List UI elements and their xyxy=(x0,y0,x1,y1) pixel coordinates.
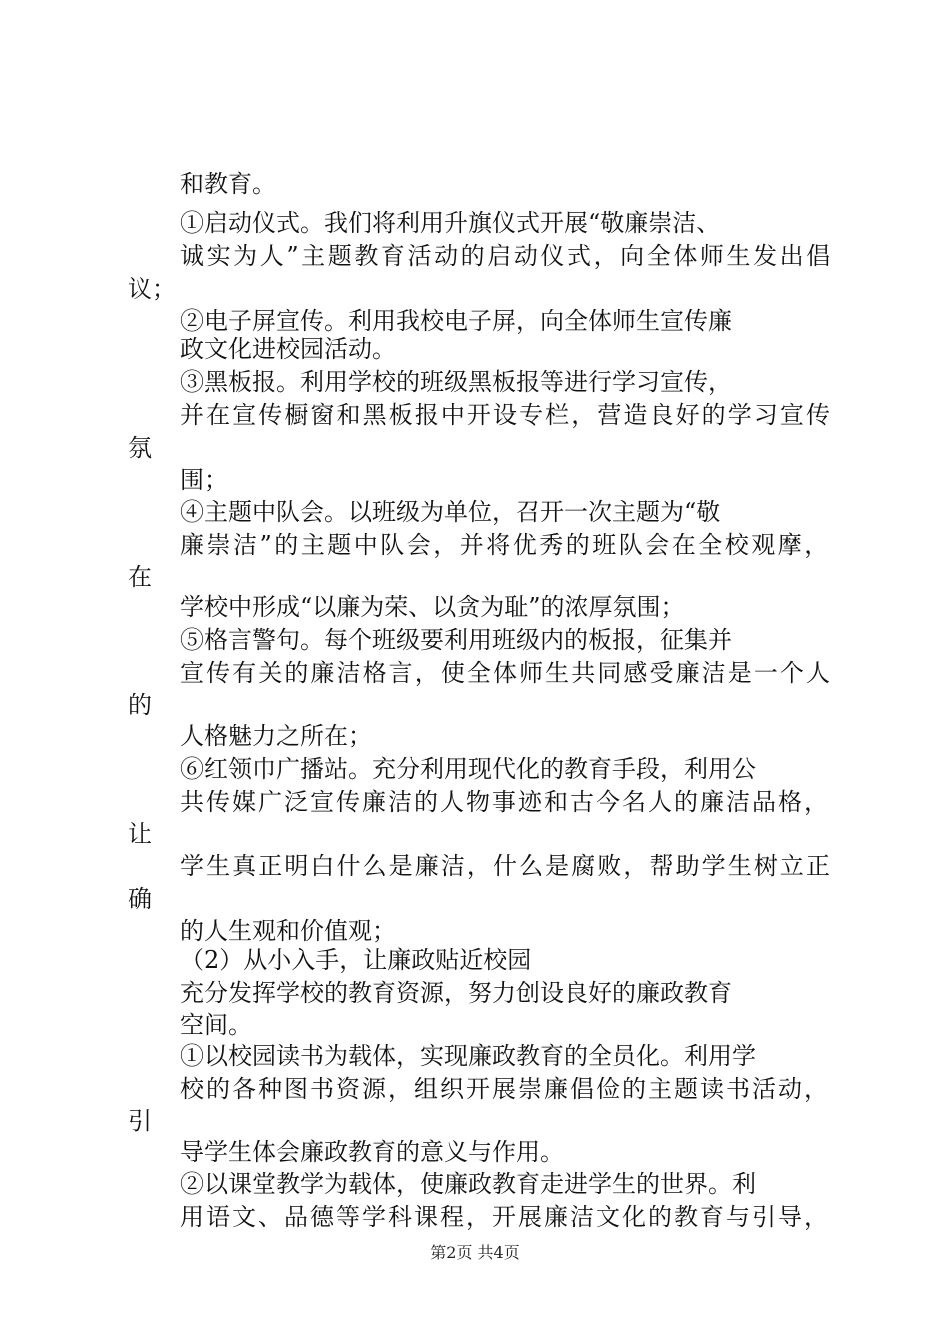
text-line: 确 xyxy=(128,885,152,913)
text-line: ①启动仪式。我们将利用升旗仪式开展“敬廉崇洁、 xyxy=(180,209,721,237)
text-line: ④主题中队会。以班级为单位，召开一次主题为“敬 xyxy=(180,498,721,526)
text-line: ②以课堂教学为载体，使廉政教育走进学生的世界。利 xyxy=(180,1170,756,1198)
text-line: 的 xyxy=(128,691,152,719)
text-line: 政文化进校园活动。 xyxy=(180,335,396,363)
text-line: 宣传有关的廉洁格言，使全体师生共同感受廉洁是一个人 xyxy=(180,659,833,687)
text-line: 在 xyxy=(128,563,152,591)
text-line: 议； xyxy=(128,275,176,303)
text-line: ⑥红领巾广播站。充分利用现代化的教育手段，利用公 xyxy=(180,755,756,783)
text-line: 人格魅力之所在； xyxy=(180,722,372,750)
text-line: 空间。 xyxy=(180,1011,252,1039)
text-line: 学生真正明白什么是廉洁，什么是腐败，帮助学生树立正 xyxy=(180,852,833,880)
text-line: 共传媒广泛宣传廉洁的人物事迹和古今名人的廉洁品格， xyxy=(180,788,830,816)
text-line: ③黑板报。利用学校的班级黑板报等进行学习宣传， xyxy=(180,368,732,396)
text-line: 引 xyxy=(128,1107,152,1135)
text-line: 和教育。 xyxy=(180,170,276,198)
page-footer: 第2页 共4页 xyxy=(430,1243,520,1262)
text-line: ②电子屏宣传。利用我校电子屏，向全体师生宣传廉 xyxy=(180,307,732,335)
text-line: （2）从小入手，让廉政贴近校园 xyxy=(180,946,532,974)
text-line: 围； xyxy=(180,466,228,494)
text-line: 学校中形成“以廉为荣、以贪为耻”的浓厚氛围； xyxy=(180,593,685,621)
text-line: 充分发挥学校的教育资源，努力创设良好的廉政教育 xyxy=(180,979,732,1007)
text-line: 并在宣传橱窗和黑板报中开设专栏，营造良好的学习宣传 xyxy=(180,401,833,429)
text-line: 让 xyxy=(128,820,152,848)
text-line: 诚实为人”主题教育活动的启动仪式，向全体师生发出倡 xyxy=(180,242,833,270)
text-line: 的人生观和价值观； xyxy=(180,917,396,945)
text-line: ①以校园读书为载体，实现廉政教育的全员化。利用学 xyxy=(180,1042,756,1070)
text-line: 用语文、品德等学科课程，开展廉洁文化的教育与引导， xyxy=(180,1203,830,1231)
text-line: 校的各种图书资源，组织开展崇廉倡俭的主题读书活动， xyxy=(180,1075,830,1103)
text-line: 廉崇洁”的主题中队会，并将优秀的班队会在全校观摩， xyxy=(180,531,831,559)
text-line: ⑤格言警句。每个班级要利用班级内的板报，征集并 xyxy=(180,626,732,654)
text-line: 导学生体会廉政教育的意义与作用。 xyxy=(180,1138,564,1166)
text-line: 氛 xyxy=(128,434,152,462)
